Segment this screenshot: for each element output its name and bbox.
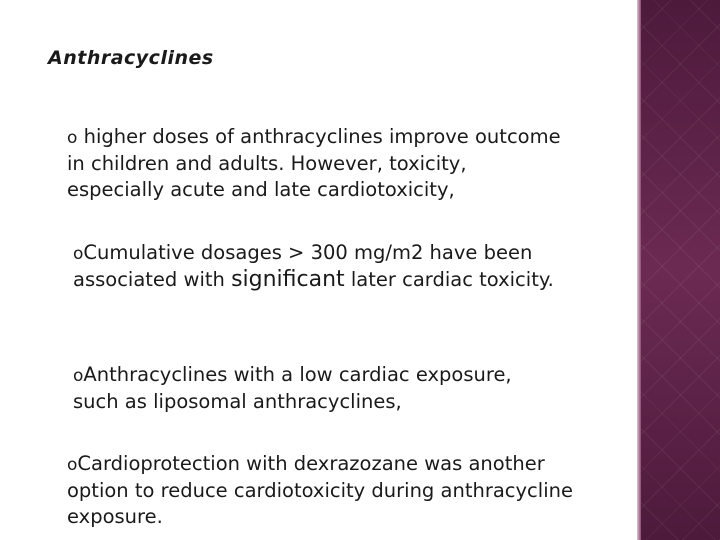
bullet-point-2: [73, 240, 554, 293]
slide-title: Anthracyclines: [48, 47, 214, 69]
bullet-marker: o: [73, 244, 84, 264]
bullet-point-1-line-1-text: higher doses of anthracyclines improve outcome: [77, 125, 561, 148]
bullet-point-3-line-1-text: Anthracyclines with a low cardiac exposure,: [83, 363, 512, 386]
bullet-marker: o: [67, 455, 78, 475]
bullet-marker: o: [73, 366, 84, 386]
decorative-side-band: [641, 0, 720, 540]
bullet-point-2-text-after: later cardiac toxicity.: [344, 268, 554, 291]
bullet-point-1: [67, 124, 561, 203]
bullet-point-4: [67, 451, 573, 530]
bullet-point-2-line-1: [73, 240, 554, 267]
bullet-point-2-text-before: associated with: [73, 268, 232, 291]
bullet-point-1-line-2: in children and adults. However, toxicity,: [67, 152, 467, 175]
bullet-point-3: [73, 362, 512, 415]
bullet-point-4-line-1: [67, 451, 573, 478]
bullet-point-1-line-1: [67, 124, 561, 151]
bullet-point-3-line-1: [73, 362, 512, 389]
bullet-point-4-line-2: option to reduce cardiotoxicity during anthracycline: [67, 479, 573, 502]
bullet-point-3-line-2: such as liposomal anthracyclines,: [73, 390, 402, 413]
emphasized-word: significant: [231, 267, 345, 292]
bullet-point-4-line-1-text: Cardioprotection with dexrazozane was another: [77, 452, 545, 475]
bullet-point-4-line-3: exposure.: [67, 505, 163, 528]
bullet-point-1-line-3: especially acute and late cardiotoxicity,: [67, 178, 455, 201]
bullet-point-2-line-1-text: Cumulative dosages > 300 mg/m2 have been: [83, 241, 533, 264]
bullet-point-2-line-2: [73, 267, 554, 293]
bullet-marker: o: [67, 128, 78, 148]
